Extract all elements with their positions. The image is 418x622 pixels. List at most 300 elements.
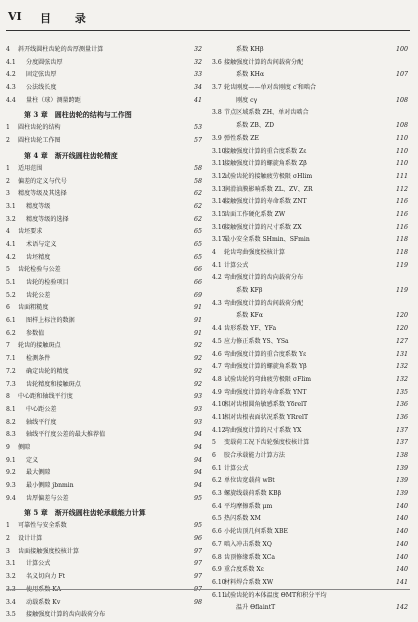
toc-entry[interactable] [212, 196, 408, 209]
entry-number: 3.1 [6, 202, 16, 210]
entry-title: 齿面工作硬化系数 ZW [224, 210, 286, 218]
entry-page-number: 139 [395, 464, 408, 472]
toc-entry[interactable] [6, 480, 202, 493]
entry-page-number: 116 [395, 210, 408, 218]
entry-number: 6.1 [6, 317, 16, 325]
toc-entry[interactable] [212, 285, 408, 298]
toc-entry[interactable] [212, 552, 408, 565]
entry-title: 弯曲强度计算的螺旋角系数 Yβ [224, 363, 307, 371]
toc-entry[interactable] [212, 526, 408, 539]
toc-entry[interactable] [212, 564, 408, 577]
entry-title: 相对齿根圆角敏感系数 YδrelT [224, 401, 308, 409]
toc-entry[interactable] [212, 412, 408, 425]
toc-entry[interactable] [212, 374, 408, 387]
entry-page-number: 97 [193, 560, 202, 568]
entry-number: 8 [6, 393, 10, 401]
entry-page-number: 138 [395, 452, 408, 459]
entry-number: 3.9 [212, 134, 222, 142]
entry-title: 接触强度计算的齿间载荷分配 [224, 58, 304, 66]
toc-entry[interactable] [212, 463, 408, 476]
entry-number: 3.16 [212, 223, 226, 231]
entry-title: 侧隙 [18, 443, 31, 451]
entry-number: 6.6 [212, 528, 222, 536]
entry-page-number: 142 [395, 604, 408, 612]
entry-title: 分度圆弦齿厚 [26, 58, 63, 66]
entry-page-number: 139 [395, 490, 408, 498]
entry-number: 3.15 [212, 210, 226, 218]
entry-page-number: 94 [193, 443, 202, 451]
entry-number: 4.4 [212, 325, 222, 333]
entry-number: 4.9 [212, 388, 222, 396]
entry-page-number: 93 [193, 393, 202, 401]
toc-entry[interactable] [212, 475, 408, 488]
toc-entry[interactable] [212, 234, 408, 247]
toc-entry[interactable] [6, 226, 202, 239]
entry-page-number: 135 [395, 388, 408, 396]
entry-title: 偏差的定义与代号 [18, 177, 67, 185]
entry-number: 4.7 [212, 363, 222, 371]
entry-number: 3.5 [6, 611, 16, 619]
entry-title: 斜开线圆柱齿轮的齿厚测量计算 [18, 46, 104, 53]
entry-page-number: 132 [395, 363, 408, 371]
entry-title: 齿轮的检验项目 [26, 279, 69, 286]
toc-entry[interactable] [212, 501, 408, 514]
toc-entry[interactable] [212, 107, 408, 120]
entry-title: 轮齿的接触斑点 [18, 342, 61, 350]
toc-entry[interactable] [6, 188, 202, 201]
entry-title: 第 5 章 渐开线圆柱齿轮承载能力计算 [24, 508, 146, 518]
toc-entry[interactable] [212, 95, 408, 108]
entry-number: 4.5 [212, 337, 222, 345]
toc-entry[interactable] [212, 146, 408, 159]
entry-page-number: 33 [193, 71, 202, 79]
toc-entry[interactable] [212, 310, 408, 323]
entry-page-number: 95 [193, 494, 202, 502]
entry-page-number: 100 [395, 46, 408, 53]
entry-title: 精度等级的选择 [26, 215, 69, 223]
toc-entry[interactable] [212, 120, 408, 133]
entry-number: 3.4 [6, 598, 16, 606]
entry-number: 1 [6, 522, 10, 530]
entry-page-number: 62 [193, 215, 202, 223]
toc-entry[interactable] [6, 135, 202, 148]
toc-entry[interactable] [212, 209, 408, 222]
entry-number: 3 [6, 547, 10, 555]
entry-page-number: 120 [395, 325, 408, 333]
entry-number: 8.3 [6, 431, 16, 439]
entry-title: 接触强度计算的螺旋角系数 Zβ [224, 160, 307, 168]
entry-number: 4.8 [212, 375, 222, 383]
toc-entry[interactable] [212, 425, 408, 438]
toc-entry[interactable] [6, 455, 202, 468]
entry-page-number: 112 [395, 185, 408, 193]
toc-entry[interactable] [6, 429, 202, 442]
entry-number: 3 [6, 190, 10, 198]
entry-page-number: 111 [395, 172, 408, 180]
entry-page-number: 132 [395, 375, 408, 383]
toc-entry[interactable] [6, 264, 202, 277]
entry-page-number: 62 [193, 202, 202, 210]
toc-entry[interactable] [212, 247, 408, 260]
entry-page-number: 65 [193, 253, 202, 261]
entry-page-number: 118 [395, 249, 408, 256]
entry-title: 弹性系数 ZE [224, 134, 259, 142]
entry-title: 公法线长度 [26, 84, 57, 92]
entry-title: 术语与定义 [26, 240, 57, 248]
entry-title: 轮齿刚度——单对齿刚度 c′和啮合 [224, 84, 317, 92]
entry-page-number: 66 [193, 279, 202, 286]
entry-page-number: 120 [395, 312, 408, 320]
entry-title: 接触强度计算的尺寸系数 ZX [224, 223, 302, 231]
entry-number: 4 [212, 249, 216, 256]
entry-page-number: 93 [193, 405, 202, 413]
entry-number: 6 [6, 304, 10, 312]
entry-number: 3.10 [212, 147, 226, 155]
entry-title: 接触强度计算的齿向载荷分布 [26, 611, 106, 619]
toc-entry[interactable] [6, 302, 202, 315]
entry-page-number: 97 [193, 573, 202, 581]
toc-entry[interactable] [6, 493, 202, 506]
entry-number: 6.8 [212, 553, 222, 561]
entry-number: 5 [212, 439, 216, 447]
entry-page-number: 32 [193, 46, 202, 53]
toc-entry[interactable] [212, 260, 408, 273]
entry-number: 9.2 [6, 469, 16, 477]
entry-title: 接触强度计算的重合度系数 Zε [224, 147, 307, 155]
toc-entry[interactable] [6, 82, 202, 95]
entry-number: 4.2 [6, 253, 16, 261]
entry-title: 确定齿轮的精度 [26, 367, 69, 375]
toc-entry[interactable] [6, 239, 202, 252]
entry-page-number: 57 [193, 137, 202, 145]
entry-title: 齿轮检验与公差 [18, 266, 61, 274]
entry-title: 图样上标注的数据 [26, 317, 75, 325]
entry-page-number: 92 [193, 355, 202, 363]
entry-title: 圆柱齿轮的结构 [18, 124, 61, 132]
entry-title: 弯曲强度计算的寿命系数 YNT [224, 388, 307, 396]
entry-number: 9.1 [6, 456, 16, 464]
toc-entry[interactable] [212, 437, 408, 450]
toc-entry[interactable] [212, 184, 408, 197]
entry-title: 系数 KHα [236, 71, 265, 79]
entry-title: 润滑油膜影响系数 ZL、ZV、ZR [224, 185, 313, 193]
toc-entry[interactable] [6, 558, 202, 571]
toc-entry[interactable] [212, 590, 408, 603]
entry-title: 轴线平行度 [26, 418, 57, 426]
entry-page-number: 92 [193, 367, 202, 375]
entry-title: 齿轮公差 [26, 291, 51, 299]
entry-title: 计算公式 [224, 261, 249, 269]
entry-page-number: 119 [395, 287, 408, 295]
toc-entry[interactable] [212, 222, 408, 235]
entry-number: 9.4 [6, 494, 16, 502]
entry-title: 使用系数 KA [26, 585, 62, 593]
entry-page-number: 140 [395, 553, 408, 561]
toc-entry[interactable] [212, 539, 408, 552]
entry-page-number: 110 [395, 160, 408, 168]
entry-number: 9 [6, 443, 10, 451]
toc-entry[interactable] [212, 69, 408, 82]
toc-entry[interactable] [6, 546, 202, 559]
entry-number: 6.2 [212, 477, 222, 485]
toc-entry[interactable] [6, 214, 202, 227]
entry-number: 3.6 [212, 58, 222, 66]
toc-entry[interactable] [6, 404, 202, 417]
entry-title: 定义 [26, 456, 39, 464]
entry-title: 系数 KFβ [236, 287, 263, 295]
entry-page-number: 94 [193, 482, 202, 489]
toc-entry[interactable] [6, 417, 202, 430]
entry-number: 7.1 [6, 355, 16, 363]
entry-title: 可靠性与安全系数 [18, 522, 67, 530]
toc-entry[interactable] [212, 602, 408, 615]
entry-page-number: 119 [395, 261, 408, 269]
entry-page-number: 108 [395, 96, 408, 104]
entry-page-number: 140 [395, 566, 408, 574]
toc-entry[interactable] [212, 361, 408, 374]
toc-entry[interactable] [212, 133, 408, 146]
entry-number: 4.1 [6, 58, 16, 66]
toc-entry[interactable] [6, 201, 202, 214]
entry-number: 4.11 [212, 413, 226, 421]
entry-title: 计算公式 [224, 464, 249, 472]
entry-page-number: 141 [395, 578, 408, 586]
entry-number: 3.17 [212, 236, 226, 244]
toc-entry[interactable] [6, 340, 202, 353]
entry-number: 9.3 [6, 482, 16, 489]
entry-title: 节点区域系数 ZH、单对齿啮合 [224, 109, 309, 117]
entry-title: 轴线平行度公差的最大推荐值 [26, 431, 106, 439]
toc-entry[interactable] [6, 95, 202, 108]
chapter-heading[interactable] [6, 148, 202, 163]
toc-entry[interactable] [6, 571, 202, 584]
entry-page-number: 108 [395, 122, 408, 130]
entry-title: 齿面接触强度校核计算 [18, 547, 79, 555]
entry-number: 3.3 [6, 585, 16, 593]
toc-entry[interactable] [212, 336, 408, 349]
toc-entry[interactable] [6, 366, 202, 379]
entry-number: 4.1 [6, 240, 16, 248]
header-rule [6, 30, 410, 31]
entry-number: 2 [6, 535, 10, 543]
entry-page-number: 62 [193, 190, 202, 198]
toc-entry[interactable] [6, 609, 202, 622]
entry-page-number: 65 [193, 228, 202, 236]
entry-number: 3.11 [212, 160, 226, 168]
entry-page-number: 91 [193, 317, 202, 325]
entry-title: 螺旋线载荷系数 KBβ [224, 490, 282, 498]
entry-title: 系数 ZB、ZD [236, 122, 275, 130]
entry-title: 平均摩擦系数 μm [224, 502, 273, 510]
entry-page-number: 136 [395, 413, 408, 421]
toc-entry[interactable] [6, 467, 202, 480]
entry-title: 变载荷工况下齿轮强度校核计算 [224, 439, 310, 447]
entry-number: 6.4 [212, 502, 222, 510]
toc-entry[interactable] [6, 328, 202, 341]
entry-number: 5 [6, 266, 10, 274]
entry-page-number: 118 [395, 236, 408, 244]
entry-number: 4.1 [212, 261, 222, 269]
entry-number: 6.9 [212, 566, 222, 574]
entry-page-number: 107 [395, 71, 408, 79]
entry-number: 4.6 [212, 350, 222, 358]
entry-page-number: 140 [395, 540, 408, 548]
toc-entry[interactable] [212, 450, 408, 463]
entry-title: 齿形系数 YF、YFa [224, 325, 277, 333]
toc-entry[interactable] [212, 349, 408, 362]
entry-page-number: 65 [193, 240, 202, 248]
toc-entry[interactable] [6, 442, 202, 455]
chapter-heading[interactable] [6, 505, 202, 520]
entry-number: 5.2 [6, 291, 16, 299]
toc-entry[interactable] [212, 158, 408, 171]
toc-entry[interactable] [6, 69, 202, 82]
entry-page-number: 137 [395, 426, 408, 434]
entry-page-number: 66 [193, 266, 202, 274]
toc-entry[interactable] [212, 171, 408, 184]
toc-entry[interactable] [6, 122, 202, 135]
entry-title: 弯曲强度计算的齿向载荷分布 [224, 274, 304, 282]
entry-title: 参数值 [26, 329, 45, 337]
entry-title: 试验齿轮的本体温度 ΘMT和积分平均 [224, 591, 327, 599]
entry-page-number: 140 [395, 528, 408, 536]
entry-page-number: 127 [395, 337, 408, 345]
entry-number: 4.3 [6, 84, 16, 92]
entry-title: 单位齿宽载荷 wBt [224, 477, 275, 485]
entry-title: 适用范围 [18, 164, 43, 172]
entry-title: 最小侧隙 jbnmin [26, 482, 74, 489]
entry-title: 试验齿轮的接触疲劳极限 σHlim [224, 172, 313, 180]
page-header [8, 10, 406, 26]
entry-title: 系数 KHβ [236, 46, 264, 53]
entry-number: 1 [6, 124, 10, 132]
entry-number: 3.2 [6, 573, 16, 581]
toc-entry[interactable] [6, 315, 202, 328]
entry-page-number: 32 [193, 58, 202, 66]
entry-title: 轮齿弯曲强度校核计算 [224, 249, 285, 256]
entry-number: 3.13 [212, 185, 226, 193]
entry-title: 第 3 章 圆柱齿轮的结构与工作图 [24, 110, 132, 120]
toc-entry[interactable] [212, 488, 408, 501]
entry-page-number: 137 [395, 439, 408, 447]
toc-left-column [6, 44, 202, 622]
toc-entry[interactable] [212, 399, 408, 412]
entry-page-number: 110 [395, 147, 408, 155]
entry-number: 6.3 [212, 490, 222, 498]
toc-entry[interactable] [6, 353, 202, 366]
toc-entry[interactable] [6, 57, 202, 70]
entry-number: 4.3 [212, 299, 222, 307]
entry-number: 2 [6, 137, 10, 145]
entry-number: 5.1 [6, 279, 16, 286]
toc-entry[interactable] [6, 277, 202, 290]
chapter-heading[interactable] [6, 107, 202, 122]
entry-page-number: 94 [193, 456, 202, 464]
entry-number: 4.4 [6, 96, 16, 104]
entry-page-number: 53 [193, 124, 202, 132]
entry-title: 热闪系数 XM [224, 515, 261, 523]
entry-title: 齿厚偏差与公差 [26, 494, 69, 502]
entry-number: 4 [6, 46, 10, 53]
entry-title: 齿坯精度 [26, 253, 51, 261]
toc-entry[interactable] [6, 44, 202, 57]
toc-entry[interactable] [212, 513, 408, 526]
entry-page-number: 98 [193, 598, 202, 606]
entry-number: 3.2 [6, 215, 16, 223]
entry-title: 量柱（球）测量跨距 [26, 96, 81, 104]
entry-page-number: 93 [193, 418, 202, 426]
toc-right-column [212, 44, 408, 615]
toc-entry[interactable] [212, 44, 408, 57]
entry-title: 刚度 cγ [236, 96, 258, 104]
entry-page-number: 140 [395, 515, 408, 523]
toc-entry[interactable] [6, 533, 202, 546]
entry-number: 6.5 [212, 515, 222, 523]
toc-entry[interactable] [6, 290, 202, 303]
toc-entry[interactable] [6, 520, 202, 533]
entry-number: 6.11 [212, 591, 226, 599]
entry-page-number: 58 [193, 164, 202, 172]
toc-entry[interactable] [6, 176, 202, 189]
toc-entry[interactable] [212, 323, 408, 336]
entry-title: 最小安全系数 SHmin、SFmin [224, 236, 310, 244]
toc-entry[interactable] [212, 272, 408, 285]
entry-page-number: 131 [395, 350, 408, 358]
entry-title: 中心距公差 [26, 405, 57, 413]
entry-title: 接触强度计算的寿命系数 ZNT [224, 198, 307, 206]
entry-number: 3.8 [212, 109, 222, 117]
entry-page-number: 95 [193, 522, 202, 530]
entry-number: 3.14 [212, 198, 226, 206]
toc-entry[interactable] [212, 82, 408, 95]
toc-entry[interactable] [6, 597, 202, 610]
entry-number: 8.1 [6, 405, 16, 413]
toc-entry[interactable] [6, 163, 202, 176]
entry-title: 试验齿轮的弯曲疲劳极限 σFlim [224, 375, 312, 383]
toc-entry[interactable] [212, 57, 408, 70]
entry-title: 固定弦齿厚 [26, 71, 57, 79]
entry-number: 4.2 [6, 71, 16, 79]
entry-title: 系数 KFα [236, 312, 264, 320]
toc-entry[interactable] [212, 387, 408, 400]
toc-entry[interactable] [6, 391, 202, 404]
entry-title: 应力修正系数 YS、YSa [224, 337, 289, 345]
entry-page-number: 97 [193, 547, 202, 555]
entry-number: 4.10 [212, 401, 226, 409]
entry-number: 7 [6, 342, 10, 350]
toc-entry[interactable] [6, 379, 202, 392]
entry-number: 4.12 [212, 426, 226, 434]
entry-number: 1 [6, 164, 10, 172]
entry-number: 4.2 [212, 274, 222, 282]
entry-page-number: 92 [193, 380, 202, 388]
entry-title: 齿坯要求 [18, 228, 43, 236]
entry-title: 齿顶修缘系数 XCa [224, 553, 276, 561]
entry-title: 弯曲强度计算的重合度系数 Yε [224, 350, 307, 358]
entry-title: 设计计算 [18, 535, 43, 543]
entry-page-number: 91 [193, 304, 202, 312]
toc-entry[interactable] [6, 584, 202, 597]
entry-number: 6 [212, 452, 216, 459]
toc-entry[interactable] [212, 298, 408, 311]
page-number: VI [8, 10, 22, 23]
entry-page-number: 91 [193, 329, 202, 337]
entry-title: 重合度系数 Xε [224, 566, 264, 574]
toc-entry[interactable] [212, 577, 408, 590]
toc-entry[interactable] [6, 252, 202, 265]
entry-page-number: 92 [193, 342, 202, 350]
entry-title: 齿轮精度和接触斑点 [26, 380, 81, 388]
